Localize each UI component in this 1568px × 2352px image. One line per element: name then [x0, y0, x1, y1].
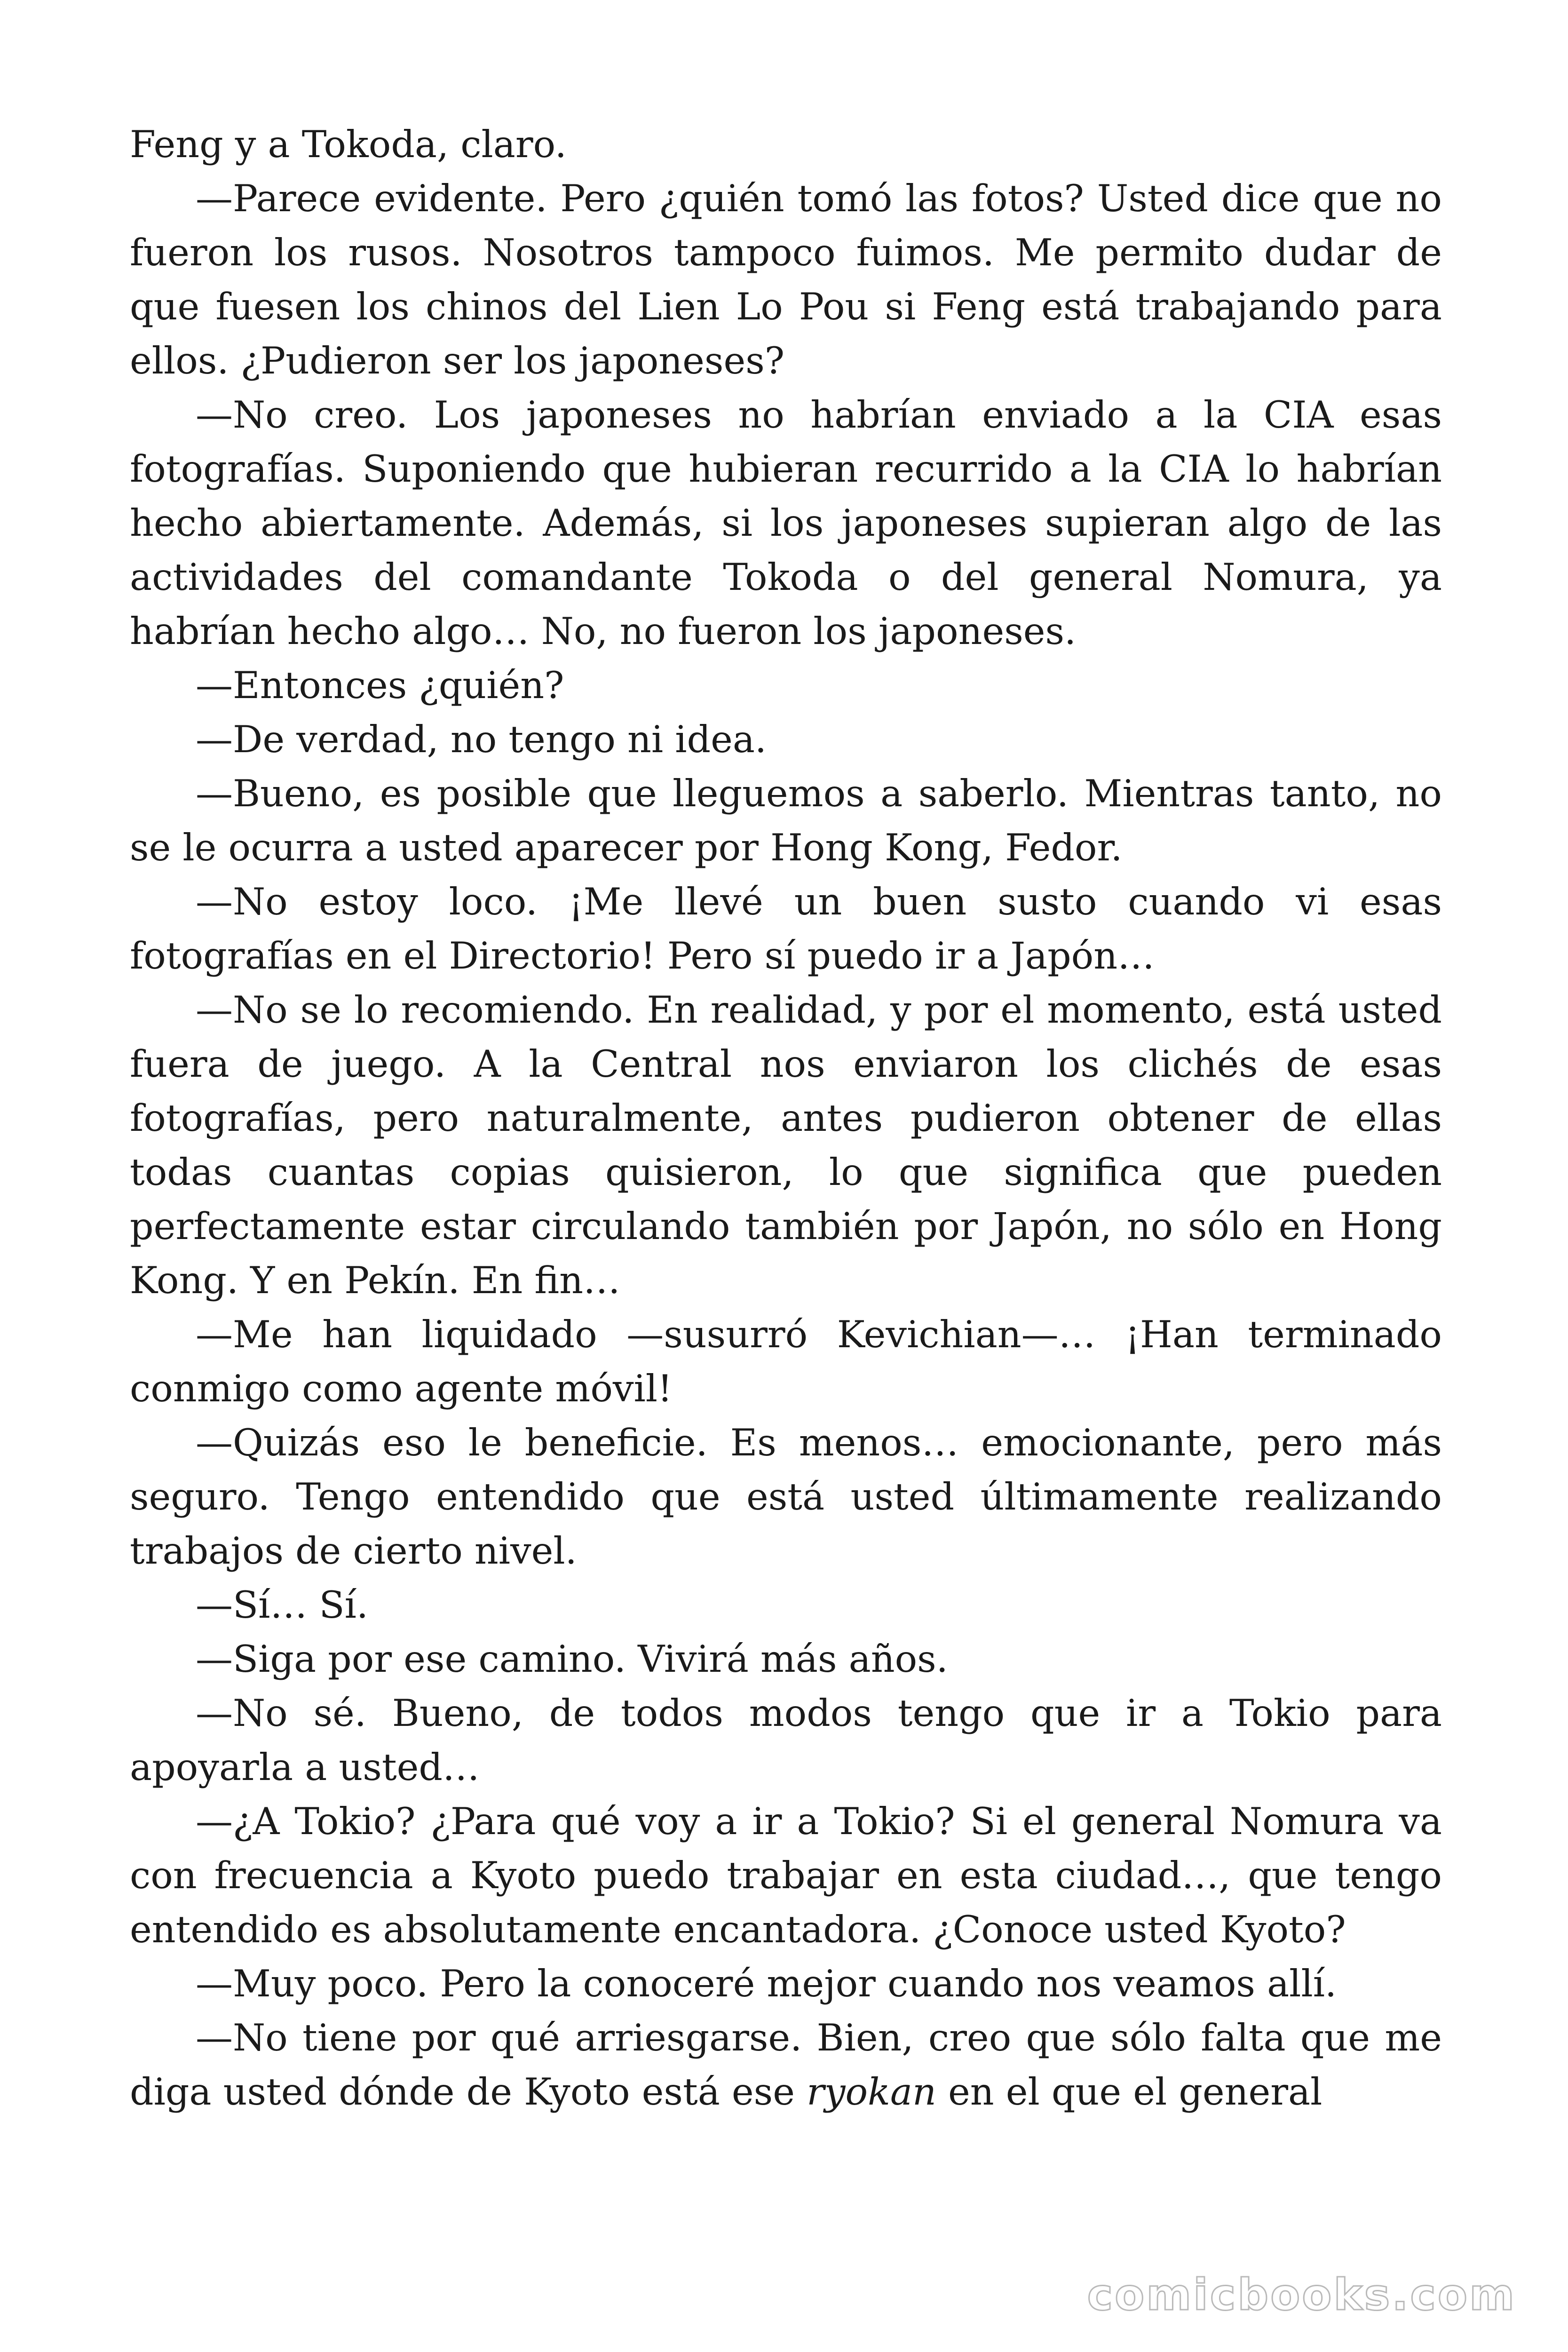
- paragraph: —Parece evidente. Pero ¿quién tomó las fotos? Usted dice que no fueron los rusos. Nosotros tampoco fuimos. Me permito dudar de que fuesen los chinos del Lien Lo Pou si Feng está trabajando para ellos. ¿Pudieron ser los japoneses?: [130, 177, 1442, 382]
- italic-word: ryokan: [807, 2070, 936, 2114]
- page-body: [130, 118, 1442, 2119]
- paragraph: —Bueno, es posible que lleguemos a saberlo. Mientras tanto, no se le ocurra a usted aparecer por Hong Kong, Fedor.: [130, 772, 1442, 869]
- paragraph: —Muy poco. Pero la conoceré mejor cuando nos veamos allí.: [196, 1962, 1337, 2005]
- paragraph: —No creo. Los japoneses no habrían enviado a la CIA esas fotografías. Suponiendo que hubieran recurrido a la CIA lo habrían hecho abiertamente. Además, si los japoneses supieran algo de las actividades del comandante Tokoda o del general Nomura, ya habrían hecho algo… No, no fueron los japoneses.: [130, 393, 1442, 653]
- paragraph: —Sí… Sí.: [196, 1583, 368, 1627]
- paragraph: —No estoy loco. ¡Me llevé un buen susto cuando vi esas fotografías en el Directorio! Pero sí puedo ir a Japón…: [130, 880, 1442, 977]
- paragraph: —Entonces ¿quién?: [196, 664, 564, 707]
- text-segment: en el que el general: [936, 2070, 1323, 2114]
- paragraph: —No se lo recomiendo. En realidad, y por el momento, está usted fuera de juego. A la Central nos enviaron los clichés de esas fotografías, pero naturalmente, antes pudieron obtener de ellas todas cuantas copias quisieron, lo que significa que pueden perfectamente estar circulando también por Japón, no sólo en Hong Kong. Y en Pekín. En fin…: [130, 988, 1442, 1302]
- text-segment: —No tiene por qué arriesgarse. Bien, creo que sólo falta que me diga usted dónde de Kyoto está ese: [130, 2016, 1442, 2114]
- watermark-logo: comicbooks.com: [1087, 2270, 1516, 2320]
- paragraph: —Quizás eso le beneficie. Es menos… emocionante, pero más seguro. Tengo entendido que está usted últimamente realizando trabajos de cierto nivel.: [130, 1421, 1442, 1573]
- paragraph: —¿A Tokio? ¿Para qué voy a ir a Tokio? Si el general Nomura va con frecuencia a Kyoto puedo trabajar en esta ciudad…, que tengo entendido es absolutamente encantadora. ¿Conoce usted Kyoto?: [130, 1800, 1442, 1951]
- paragraph: Feng y a Tokoda, claro.: [130, 123, 567, 166]
- paragraph: —No sé. Bueno, de todos modos tengo que ir a Tokio para apoyarla a usted…: [130, 1692, 1442, 1789]
- paragraph: —De verdad, no tengo ni idea.: [196, 718, 767, 761]
- paragraph: —Me han liquidado —susurró Kevichian—… ¡Han terminado conmigo como agente móvil!: [130, 1313, 1442, 1410]
- paragraph: —Siga por ese camino. Vivirá más años.: [196, 1637, 948, 1681]
- paragraph: [130, 2011, 1442, 2119]
